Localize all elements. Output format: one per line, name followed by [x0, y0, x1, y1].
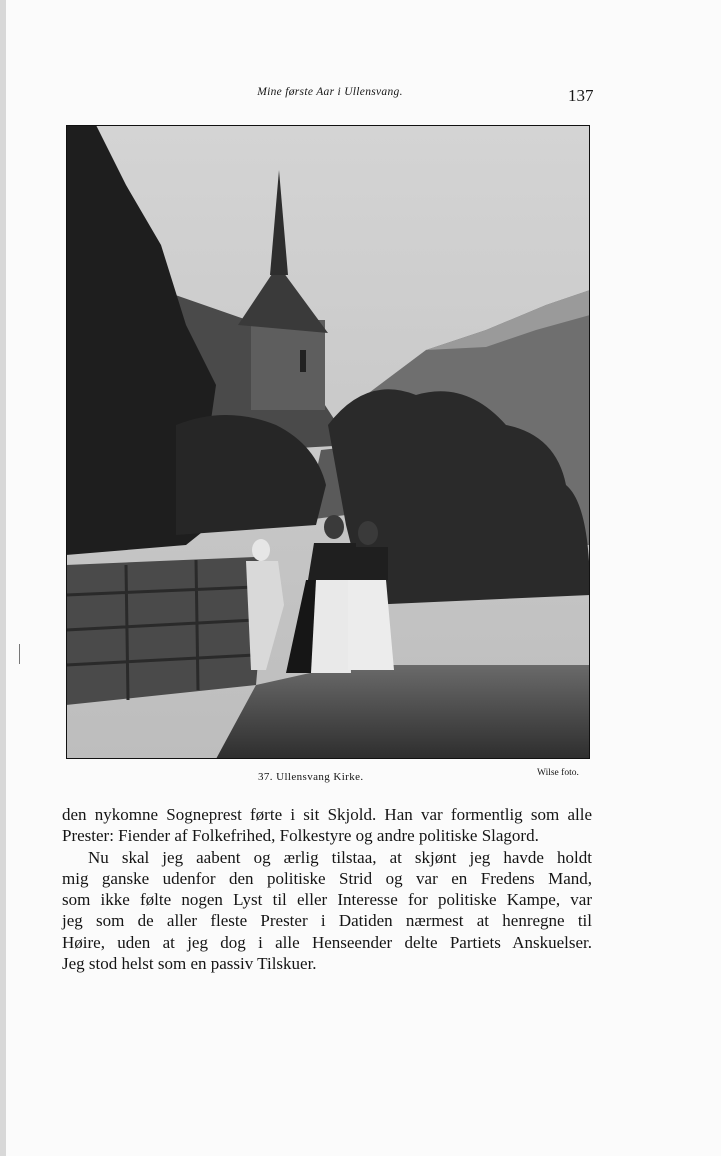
text-line: Jeg stod helst som en passiv Tilskuer. — [62, 954, 317, 974]
paragraph-2 — [62, 847, 592, 975]
page-number: 137 — [568, 86, 594, 105]
text-line: som ikke følte nogen Lyst til eller Interesse for politiske Kampe, var — [62, 890, 592, 910]
margin-mark — [19, 644, 20, 664]
page-edge — [0, 0, 6, 1156]
text-line: Høire, uden at jeg dog i alle Henseender delte Partiets Anskuelser. — [62, 932, 592, 952]
text-line: den nykomne Sogneprest førte i sit Skjold. Han var formentlig som alle — [62, 805, 592, 824]
photo-credit: Wilse foto. — [537, 768, 579, 778]
text-line: jeg som de aller fleste Prester i Datiden nærmest at henregne til — [62, 911, 592, 931]
text-line: mig ganske udenfor den politiske Strid og var en Fredens Mand, — [62, 868, 592, 888]
church-photo-illustration — [66, 125, 590, 759]
figure-caption: 37. Ullensvang Kirke. — [258, 771, 364, 783]
running-title: Mine første Aar i Ullensvang. — [257, 86, 403, 98]
body-text — [62, 804, 592, 974]
church-photo — [66, 125, 590, 759]
text-line: Prester: Fiender af Folkefrihed, Folkestyre og andre politiske Slagord. — [62, 826, 539, 846]
paragraph-1 — [62, 804, 592, 847]
text-line: Nu skal jeg aabent og ærlig tilstaa, at skjønt jeg havde holdt — [88, 847, 592, 867]
